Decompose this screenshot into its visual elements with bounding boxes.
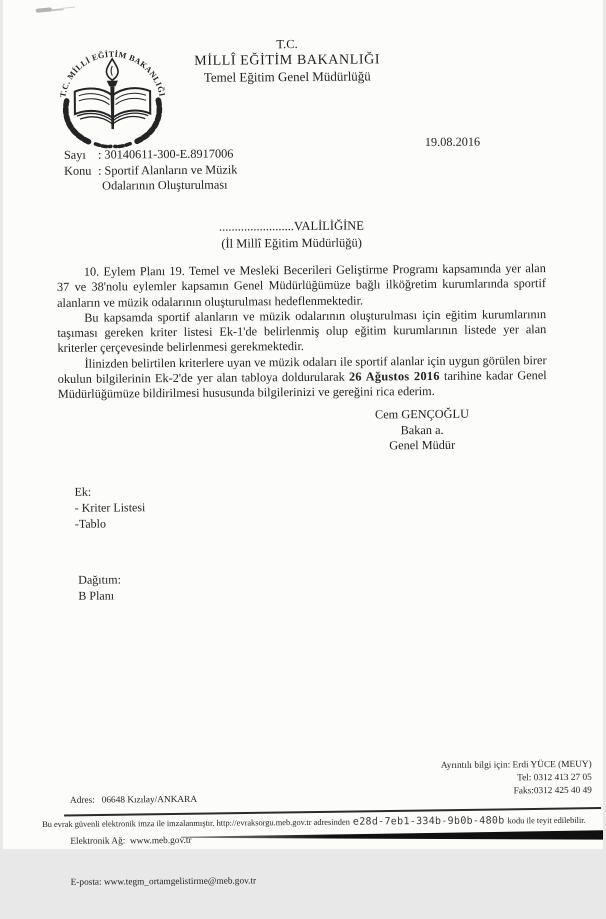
body-paragraph-3 [57,353,546,403]
header-republic: T.C. [276,37,298,52]
deadline-date: 26 Ağustos 2016 [348,369,440,384]
verify-text-end: kodu ile teyit edilebilir. [507,815,586,826]
footer-contact-block [336,759,592,800]
attachments-heading: Ek: [74,484,92,499]
body-paragraph-1: 10. Eylem Planı 19. Temel ve Mesleki Becerileri Geliştirme Programı kapsamında yer alan 37 ve 38'nolu eylemler kapsamın Genel Müdürlüğümüze bağlı ilköğretim kurumlarında sportif alanların ve müzik odalarının oluşturulması hedeflenmektedir. [56,261,546,310]
attachments-block [75,484,146,532]
konu-value: : Sportif Alanların ve Müzik [97,162,238,178]
attachment-item: - Kriter Listesi [74,500,146,515]
header-ministry: MİLLÎ EĞİTİM BAKANLIĞI [194,52,381,69]
meb-emblem-logo [55,41,170,150]
recipient-line: ........................VALİLİĞİNE [218,218,364,234]
verify-code: e28d-7eb1-334b-9b0b-480b [352,815,505,828]
torch-cup [107,81,118,87]
sayi-value: : 30140611-300-E.8917006 [97,146,234,162]
footer-email: E-posta: www.tegm_ortamgelistirme@meb.gov.tr [70,876,257,889]
distribution-heading: Dağıtım: [78,572,121,587]
letter-date: 19.08.2016 [424,134,481,150]
letterhead [163,36,411,86]
signature-role: Genel Müdür [389,437,456,453]
signature-name: Cem GENÇOĞLU [374,406,469,422]
paragraph-3-text: İlinizden belirtilen kriterlere uyan ve müzik odaları ile sportif alanlar için uygun görülen birer okulun bilgilerinin Ek-2'de yer alan tabloya doldurularak [57,352,547,387]
verify-text: Bu evrak güvenli elektronik imza ile imzalanmıştır. http://evraksorgu.meb.gov.tr adresinden [42,817,350,830]
recipient-block [96,217,486,253]
distribution-block [78,571,121,603]
footer-fax: Faks:0312 425 40 49 [513,785,592,797]
header-department: Temel Eğitim Genel Müdürlüğü [203,68,371,85]
letter-body [57,261,547,403]
konu-value-continuation: Odalarının Oluşturulması [102,177,228,193]
emblem-arc-text: T.C. MİLLİ EĞİTİM BAKANLIĞI [58,49,167,99]
footer-address-block [70,765,257,918]
footer-tel: Tel: 0312 413 27 05 [517,772,592,784]
konu-label: Konu [63,163,92,178]
footer-address: Adres: 06648 Kızılay/ANKARA [69,794,198,806]
sayi-label: Sayı [63,147,86,162]
scan-smudge-artifact [36,7,52,13]
meb-emblem-icon [55,41,170,150]
paragraph-3-text-end: tarihine kadar Genel Müdürlüğümüze bildirilmesi hususunda bilgilerinizi ve gereğini rica ederim. [57,368,547,402]
scanned-letter-page [3,0,603,889]
footer-network: Elektronik Ağ: www.meb.gov.tr [70,835,192,847]
distribution-item: B Planı [78,588,115,603]
reference-block [64,147,238,195]
konu-row [64,162,237,179]
signature-block [338,406,506,454]
attachment-item: -Tablo [74,516,107,531]
recipient-subline: (İl Millî Eğitim Müdürlüğü) [221,235,362,251]
sayi-row [64,147,237,164]
signature-title: Bakan a. [400,422,444,437]
footer-contact: Ayrıntılı bilgi için: Erdi YÜCE (MEUY) [440,759,592,771]
torch-flame [106,59,118,80]
body-paragraph-2: Bu kapsamda sportif alanların ve müzik odalarının oluşturulması için eğitim kurumlarının taşıması gereken kriter listesi Ek-1'de belirlenmiş olup eğitim kurumlarının listede yer alan kriterler çerçevesinde belirlenmesi gerekmektedir. [57,306,547,356]
